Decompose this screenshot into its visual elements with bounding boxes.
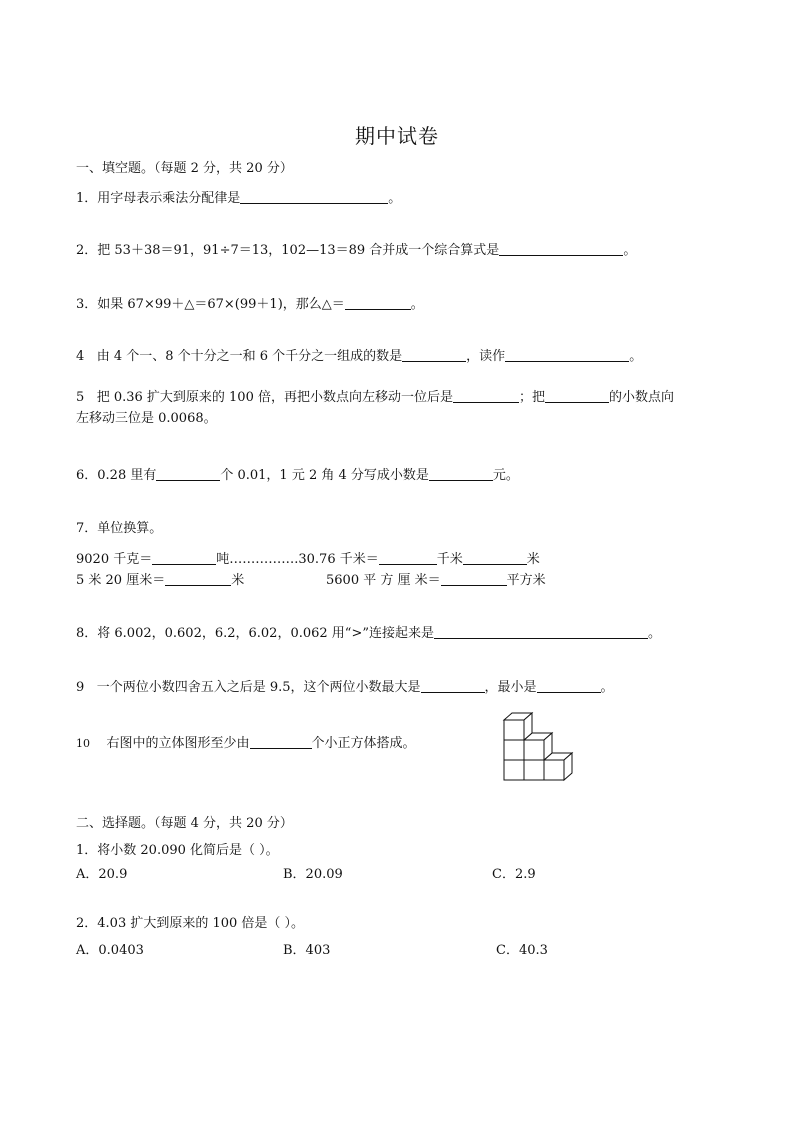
question-end: 个小正方体搭成。 xyxy=(311,736,416,751)
question-2 xyxy=(76,241,636,260)
question-number: 4 xyxy=(76,349,85,364)
option-c[interactable]: C．2.9 xyxy=(492,867,536,882)
question-text: 把 0.36 扩大到原来的 100 倍，再把小数点向左移动一位后是 xyxy=(96,390,453,405)
answer-blank[interactable] xyxy=(429,466,493,481)
question-mid: ；把 xyxy=(518,390,545,405)
question-end: 。 xyxy=(388,191,402,206)
answer-blank[interactable] xyxy=(379,550,437,565)
question-text: 右图中的立体图形至少由 xyxy=(106,736,250,751)
option-c[interactable]: C．40.3 xyxy=(496,943,548,958)
choice-question-1: 1．将小数 20.090 化简后是（ ）。 xyxy=(76,843,279,858)
question-5 xyxy=(76,388,674,407)
question-text: 由 4 个一、8 个十分之一和 6 个千分之一组成的数是 xyxy=(96,349,403,364)
conversion-row-2b xyxy=(326,571,546,590)
question-text: 2．把 53＋38＝91，91÷7＝13，102—13＝89 合并成一个综合算式是 xyxy=(76,243,500,258)
cube-stack-figure xyxy=(502,712,578,782)
question-text: 1．用字母表示乘法分配律是 xyxy=(76,191,241,206)
answer-blank[interactable] xyxy=(240,189,388,204)
conversion-b-unit1: 千米 xyxy=(436,552,463,567)
option-a[interactable]: A．0.0403 xyxy=(76,943,144,958)
question-3 xyxy=(76,295,424,314)
question-8 xyxy=(76,624,661,643)
answer-blank[interactable] xyxy=(434,624,648,639)
conversion-b-prefix: 30.76 千米＝ xyxy=(298,552,379,567)
conversion-row-2a xyxy=(76,571,244,590)
answer-blank[interactable] xyxy=(165,571,231,586)
question-mid: ，读作 xyxy=(466,349,506,364)
conversion-d-prefix: 5600 平 方 厘 米＝ xyxy=(326,573,441,588)
answer-blank[interactable] xyxy=(402,347,466,362)
conversion-d-unit: 平方米 xyxy=(506,573,546,588)
question-mid: 个 0.01，1 元 2 角 4 分写成小数是 xyxy=(220,468,429,483)
question-7: 7．单位换算。 xyxy=(76,521,163,536)
leader-dots: ……………. xyxy=(229,552,299,567)
conversion-a-unit: 吨 xyxy=(216,552,230,567)
conversion-row-1 xyxy=(76,550,540,569)
question-text: 8．将 6.002，0.602，6.2，6.02，0.062 用“>”连接起来是 xyxy=(76,626,434,641)
answer-blank[interactable] xyxy=(345,295,411,310)
question-9 xyxy=(76,678,614,697)
question-mid: ，最小是 xyxy=(484,680,537,695)
answer-blank[interactable] xyxy=(152,550,216,565)
question-text: 一个两位小数四舍五入之后是 9.5，这个两位小数最大是 xyxy=(96,680,421,695)
answer-blank[interactable] xyxy=(421,678,485,693)
question-tail: 的小数点向 xyxy=(609,390,675,405)
section1-heading: 一、填空题。（每题 2 分，共 20 分） xyxy=(76,161,293,176)
question-6 xyxy=(76,466,519,485)
question-1 xyxy=(76,189,401,208)
option-b[interactable]: B．403 xyxy=(283,943,331,958)
question-4 xyxy=(76,347,642,366)
conversion-a-prefix: 9020 千克＝ xyxy=(76,552,153,567)
section2-heading: 二、选择题。（每题 4 分，共 20 分） xyxy=(76,816,293,831)
answer-blank[interactable] xyxy=(441,571,507,586)
conversion-c-prefix: 5 米 20 厘米＝ xyxy=(76,573,166,588)
answer-blank[interactable] xyxy=(505,347,629,362)
question-end: 。 xyxy=(410,297,424,312)
question-5-line2: 左移动三位是 0.0068。 xyxy=(76,411,217,426)
question-end: 。 xyxy=(623,243,637,258)
answer-blank[interactable] xyxy=(463,550,527,565)
question-end: 。 xyxy=(629,349,643,364)
answer-blank[interactable] xyxy=(499,241,623,256)
page-title: 期中试卷 xyxy=(355,124,439,148)
answer-blank[interactable] xyxy=(250,734,312,749)
option-a[interactable]: A．20.9 xyxy=(76,867,128,882)
question-text: 3．如果 67×99＋△＝67×(99＋1)，那么△＝ xyxy=(76,297,345,312)
answer-blank[interactable] xyxy=(453,388,519,403)
question-number: 9 xyxy=(76,680,85,695)
question-end: 。 xyxy=(600,680,614,695)
choice-question-2: 2．4.03 扩大到原来的 100 倍是（ ）。 xyxy=(76,916,305,931)
question-10 xyxy=(76,734,416,753)
answer-blank[interactable] xyxy=(537,678,601,693)
conversion-b-unit2: 米 xyxy=(526,552,540,567)
conversion-c-unit: 米 xyxy=(231,573,245,588)
question-number: 5 xyxy=(76,390,85,405)
question-end: 。 xyxy=(648,626,662,641)
question-number: 10 xyxy=(76,737,90,750)
question-end: 元。 xyxy=(492,468,519,483)
question-text: 6．0.28 里有 xyxy=(76,468,157,483)
answer-blank[interactable] xyxy=(156,466,220,481)
answer-blank[interactable] xyxy=(545,388,609,403)
option-b[interactable]: B．20.09 xyxy=(283,867,343,882)
